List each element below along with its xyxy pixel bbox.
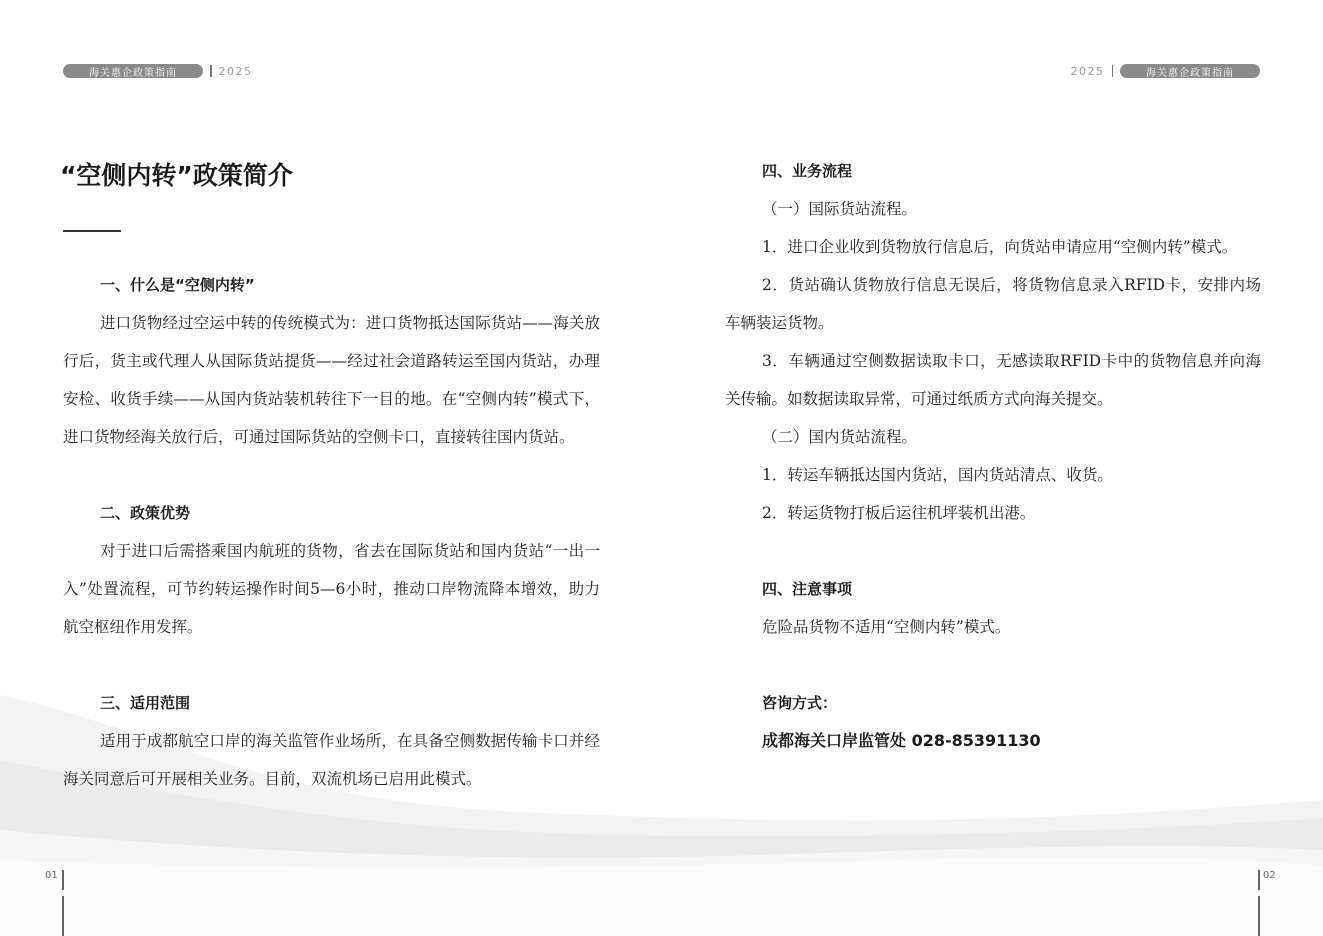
subheading-international-station: （一）国际货站流程。 — [762, 200, 918, 218]
domestic-step-1: 1．转运车辆抵达国内货站，国内货站清点、收货。 — [762, 466, 1113, 484]
page-marker-right-short — [1258, 870, 1260, 890]
section-text-advantages: 对于进口后需搭乘国内航班的货物，省去在国际货站和国内货站“一出一入”处置流程，可节约转运操作时间5—6小时，推动口岸物流降本增效，助力航空枢纽作用发挥。 — [63, 542, 600, 636]
header-right — [1071, 64, 1261, 78]
right-column — [725, 152, 1261, 760]
title-underline — [63, 230, 121, 232]
guide-badge: 海关惠企政策指南 — [63, 64, 203, 78]
section-text-notes: 危险品货物不适用“空侧内转”模式。 — [762, 618, 1011, 636]
process-step-3: 3．车辆通过空侧数据读取卡口，无感读取RFID卡中的货物信息并向海关传输。如数据读取异常，可通过纸质方式向海关提交。 — [725, 352, 1261, 408]
left-column — [63, 266, 600, 798]
header-year: 2025 — [1070, 64, 1105, 78]
section-heading-advantages: 二、政策优势 — [100, 504, 191, 522]
contact-label: 咨询方式： — [762, 694, 838, 712]
section-heading-process: 四、业务流程 — [762, 162, 853, 180]
process-step-2: 2．货站确认货物放行信息无误后，将货物信息录入RFID卡，安排内场车辆装运货物。 — [725, 276, 1261, 332]
page-number-left: 01 — [45, 870, 58, 881]
page-marker-right-long — [1258, 896, 1260, 936]
header-divider — [210, 65, 212, 77]
subheading-domestic-station: （二）国内货站流程。 — [762, 428, 918, 446]
header-year: 2025 — [218, 64, 253, 78]
page-marker-left-short — [62, 870, 64, 890]
header-left — [63, 64, 253, 78]
domestic-step-2: 2．转运货物打板后运往机坪装机出港。 — [762, 504, 1036, 522]
section-heading-what-is: 一、什么是“空侧内转” — [100, 276, 255, 294]
page-title: “空侧内转”政策简介 — [60, 161, 293, 190]
contact-phone: 成都海关口岸监管处 028-85391130 — [762, 731, 1041, 750]
page-marker-left-long — [62, 896, 64, 936]
process-step-1: 1．进口企业收到货物放行信息后，向货站申请应用“空侧内转”模式。 — [762, 238, 1238, 256]
header-divider — [1112, 65, 1114, 77]
section-text-what-is: 进口货物经过空运中转的传统模式为：进口货物抵达国际货站——海关放行后，货主或代理人从国际货站提货——经过社会道路转运至国内货站，办理安检、收货手续——从国内货站装机转往下一目的地。在“空侧内转”模式下，进口货物经海关放行后，可通过国际货站的空侧卡口，直接转往国内货站。 — [63, 314, 600, 446]
section-heading-scope: 三、适用范围 — [100, 694, 191, 712]
page-number-right: 02 — [1263, 870, 1276, 881]
guide-badge: 海关惠企政策指南 — [1120, 64, 1260, 78]
section-text-scope: 适用于成都航空口岸的海关监管作业场所，在具备空侧数据传输卡口并经海关同意后可开展相关业务。目前，双流机场已启用此模式。 — [63, 732, 600, 788]
section-heading-notes: 四、注意事项 — [762, 580, 853, 598]
